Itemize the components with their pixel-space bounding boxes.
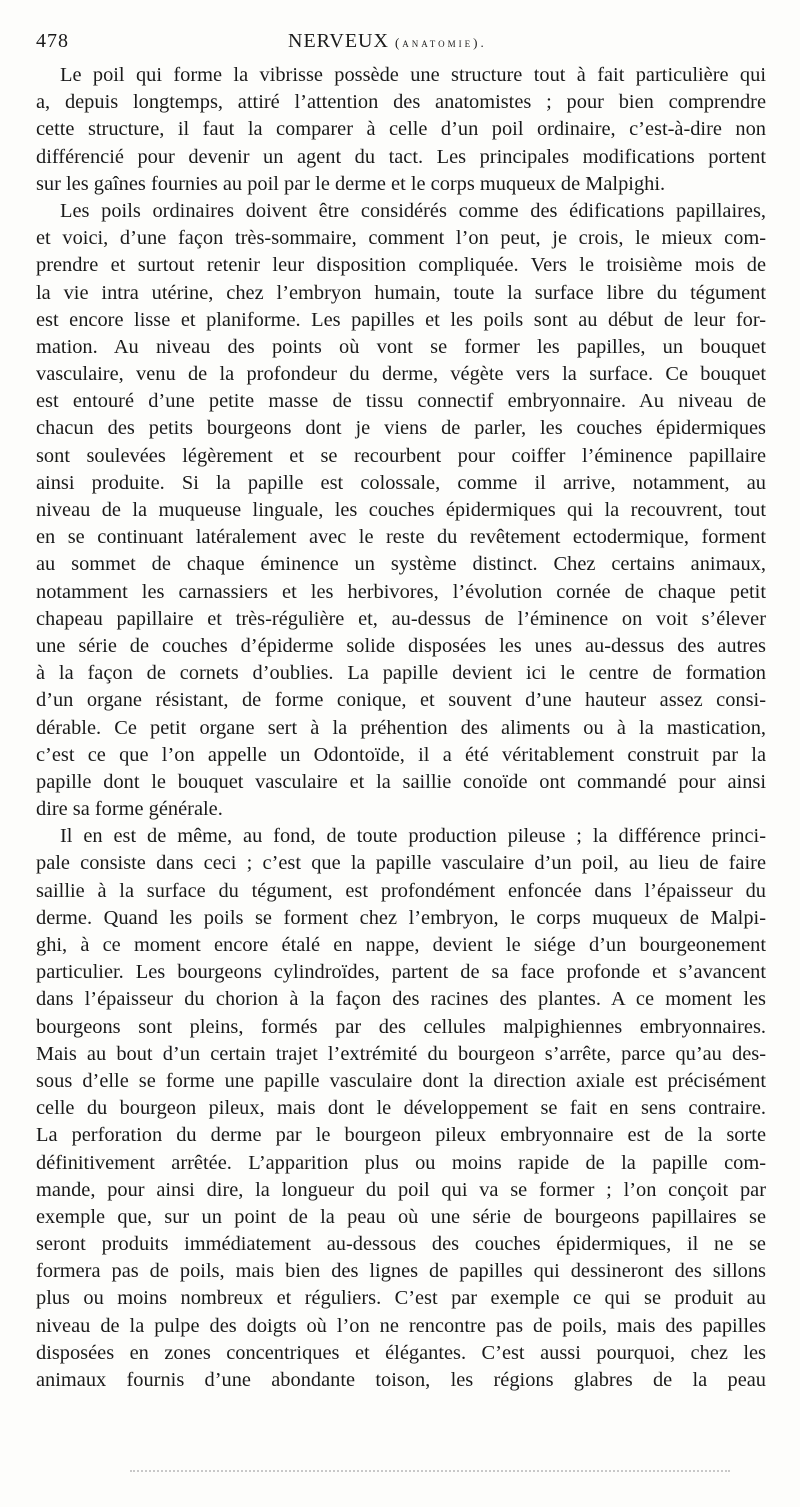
text-line: sont soulevées légèrement et se recourbent pour coiffer l’éminence papillaire — [36, 444, 766, 467]
text-line: animaux fournis d’une abondante toison, les régions glabres de la peau — [36, 1369, 766, 1391]
text-line: définitivement arrêtée. L’apparition plus ou moins rapide de la papille com- — [36, 1151, 766, 1174]
text-line: dans l’épaisseur du chorion à la façon des racines des plantes. A ce moment les — [36, 988, 766, 1011]
text-line: d’un organe résistant, de forme conique, et souvent d’une hauteur assez consi- — [36, 689, 766, 712]
text-line: au sommet de chaque éminence un système distinct. Chez certains animaux, — [36, 553, 766, 576]
running-head — [36, 30, 766, 60]
text-line: sur les gaînes fournies au poil par le derme et le corps muqueux de Malpighi. — [36, 172, 666, 195]
text-line: différencié pour devenir un agent du tact. Les principales modifications portent — [36, 145, 766, 168]
text-line: une série de couches d’épiderme solide disposées les unes au-dessus des autres — [36, 634, 766, 657]
text-line: Les poils ordinaires doivent être considérés comme des édifications papillaires, — [60, 199, 766, 222]
text-line: formera pas de poils, mais bien des lignes de papilles qui dessineront des sillons — [36, 1260, 766, 1283]
text-line: est entouré d’une petite masse de tissu connectif embryonnaire. Au niveau de — [36, 390, 766, 413]
text-line: dire sa forme générale. — [36, 798, 223, 821]
text-line: vasculaire, venu de la profondeur du derme, végète vers la surface. Ce bouquet — [36, 363, 766, 386]
text-line: mande, pour ainsi dire, la longueur du poil qui va se former ; l’on conçoit par — [36, 1178, 766, 1201]
text-line: notamment les carnassiers et les herbivores, l’évolution cornée de chaque petit — [36, 580, 766, 603]
text-line: Le poil qui forme la vibrisse possède une structure tout à fait particulière qui — [60, 64, 766, 86]
text-line: et voici, d’une façon très-sommaire, comment l’on peut, je crois, le mieux com- — [36, 227, 766, 250]
body-text — [36, 62, 766, 1394]
text-line: en se continuant latéralement avec le reste du revêtement ectodermique, forment — [36, 526, 766, 549]
text-line: Il en est de même, au fond, de toute production pileuse ; la différence princi- — [60, 825, 766, 848]
running-title-main: NERVEUX — [288, 30, 389, 52]
text-line: derme. Quand les poils se forment chez l’embryon, le corps muqueux de Malpi- — [36, 906, 766, 929]
text-line: La perforation du derme par le bourgeon pileux embryonnaire est de la sorte — [36, 1124, 766, 1147]
text-line: papille dont le bouquet vasculaire et la saillie conoïde ont commandé pour ainsi — [36, 770, 766, 793]
text-line: exemple que, sur un point de la peau où une série de bourgeons papillaires se — [36, 1205, 766, 1228]
text-line: ainsi produite. Si la papille est colossale, comme il arrive, notamment, au — [36, 471, 766, 494]
page-number: 478 — [36, 30, 69, 52]
text-line: la vie intra utérine, chez l’embryon humain, toute la surface libre du tégument — [36, 281, 766, 304]
text-line: particulier. Les bourgeons cylindroïdes, partent de sa face profonde et s’avancent — [36, 961, 766, 984]
text-line: celle du bourgeon pileux, mais dont le développement se fait en sens contraire. — [36, 1097, 766, 1120]
running-title — [288, 30, 487, 53]
text-line: dérable. Ce petit organe sert à la préhention des aliments ou à la mastication, — [36, 716, 766, 739]
text-line: cette structure, il faut la comparer à celle d’un poil ordinaire, c’est-à-dire non — [36, 118, 766, 141]
text-line: bourgeons sont pleins, formés par des cellules malpighiennes embryonnaires. — [36, 1015, 766, 1038]
text-line: prendre et surtout retenir leur disposition compliquée. Vers le troisième mois de — [36, 254, 766, 277]
text-line: chapeau papillaire et très-régulière et, au-dessus de l’éminence on voit s’élever — [36, 607, 766, 630]
text-line: sous d’elle se forme une papille vasculaire dont la direction axiale est précisément — [36, 1069, 766, 1092]
text-line: est encore lisse et planiforme. Les papilles et les poils sont au début de leur for- — [36, 308, 766, 331]
text-line: niveau de la muqueuse linguale, les couches épidermiques qui la recouvrent, tout — [36, 499, 766, 521]
footer-divider — [130, 1470, 730, 1472]
text-line: seront produits immédiatement au-dessous des couches épidermiques, il ne se — [36, 1233, 766, 1256]
text-line: saillie à la surface du tégument, est profondément enfoncée dans l’épaisseur du — [36, 879, 766, 902]
text-line: a, depuis longtemps, attiré l’attention des anatomistes ; pour bien comprendre — [36, 91, 766, 114]
text-line: plus ou moins nombreux et réguliers. C’est par exemple ce qui se produit au — [36, 1287, 766, 1310]
text-line: niveau de la pulpe des doigts où l’on ne rencontre pas de poils, mais des papilles — [36, 1314, 766, 1337]
text-line: disposées en zones concentriques et élégantes. C’est aussi pourquoi, chez les — [36, 1341, 766, 1364]
text-line: chacun des petits bourgeons dont je viens de parler, les couches épidermiques — [36, 417, 766, 440]
text-line: Mais au bout d’un certain trajet l’extrémité du bourgeon s’arrête, parce qu’au des- — [36, 1042, 766, 1065]
text-line: ghi, à ce moment encore étalé en nappe, devient le siége d’un bourgeonement — [36, 934, 766, 956]
text-line: à la façon de cornets d’oublies. La papille devient ici le centre de formation — [36, 662, 766, 685]
running-title-sub: (anatomie). — [394, 35, 487, 50]
text-line: pale consiste dans ceci ; c’est que la papille vasculaire d’un poil, au lieu de faire — [36, 852, 766, 875]
text-line: mation. Au niveau des points où vont se former les papilles, un bouquet — [36, 335, 766, 358]
text-line: c’est ce que l’on appelle un Odontoïde, il a été véritablement construit par la — [36, 743, 766, 766]
